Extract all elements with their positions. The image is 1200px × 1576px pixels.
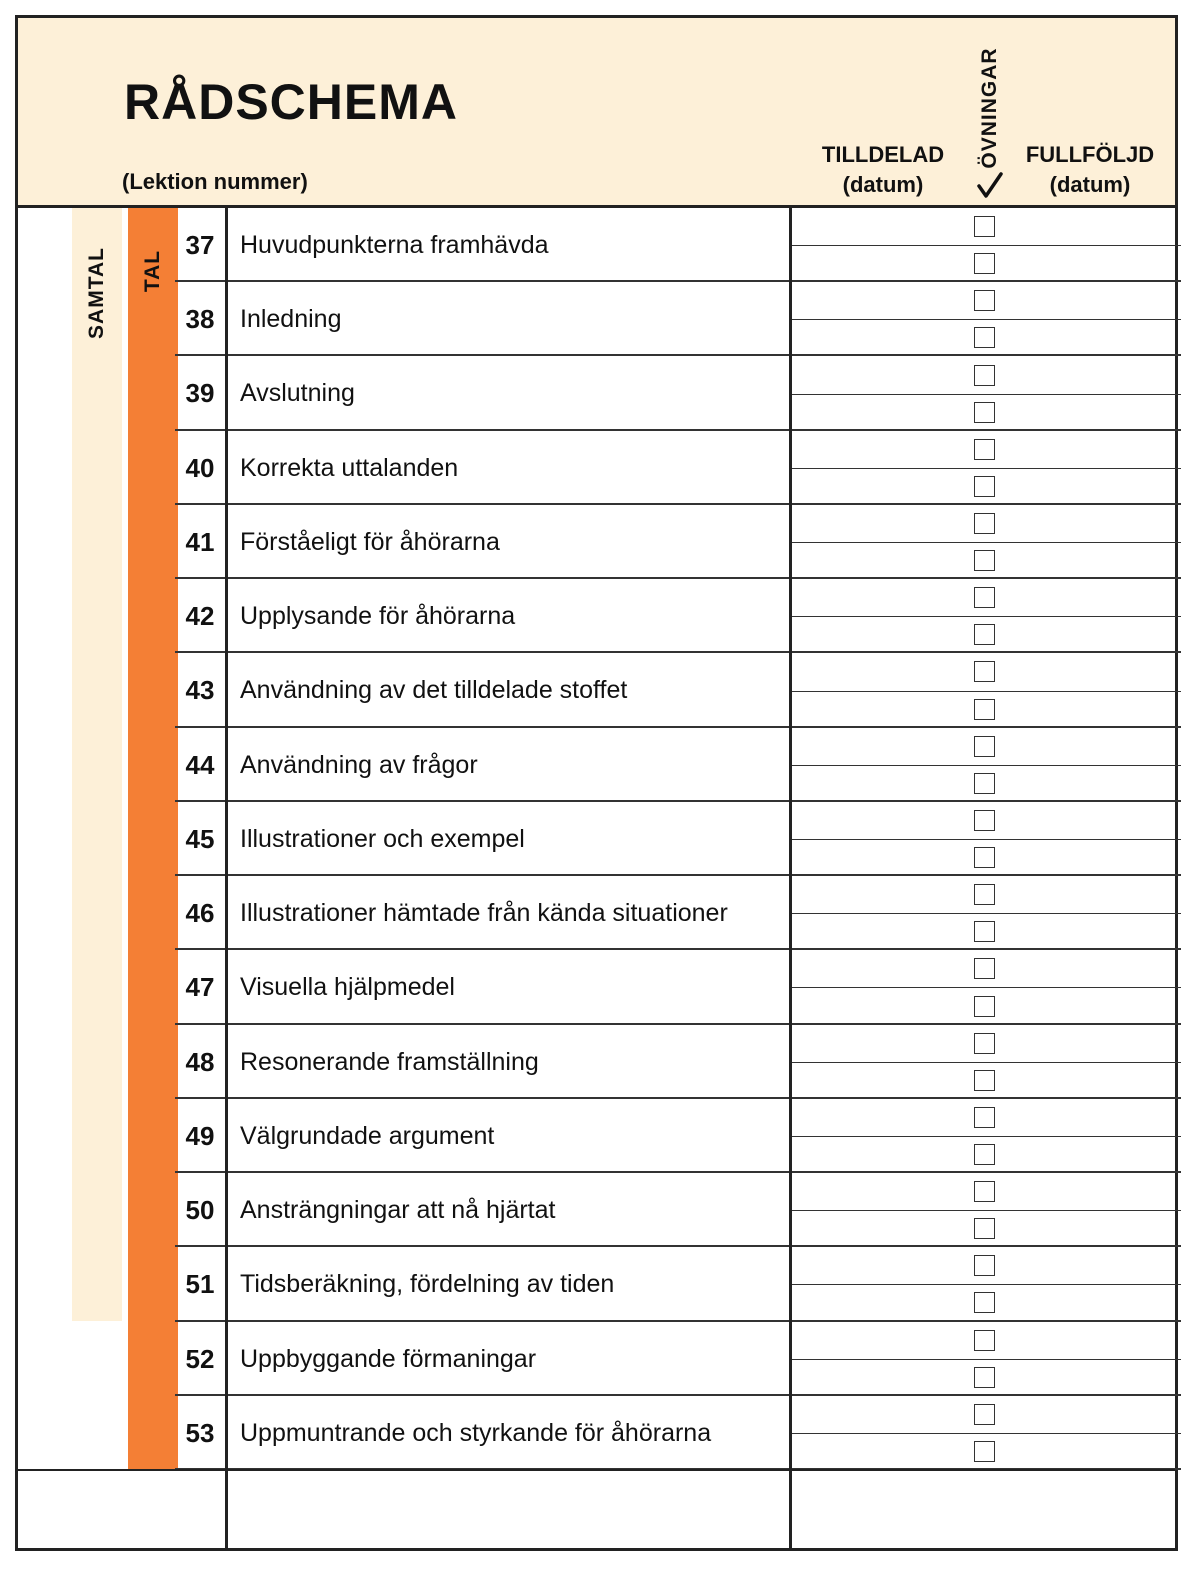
- row-half-divider: [791, 1062, 1181, 1063]
- exercise-checkbox[interactable]: [974, 1255, 995, 1276]
- row-half-divider: [791, 245, 1181, 246]
- assigned-date-header: [813, 140, 953, 200]
- exercise-checkbox[interactable]: [974, 439, 995, 460]
- lesson-row: [18, 1396, 1175, 1470]
- completed-date-header: [1020, 140, 1160, 200]
- checkmark-icon: [976, 170, 1004, 200]
- completed-date-title: FULLFÖLJD: [1025, 142, 1155, 167]
- lesson-row: [18, 208, 1175, 282]
- lesson-number: 37: [185, 230, 215, 260]
- lesson-row: [18, 1099, 1175, 1173]
- exercise-checkbox[interactable]: [974, 365, 995, 386]
- lesson-title: Avslutning: [240, 379, 355, 408]
- lesson-number: 45: [185, 823, 215, 854]
- assigned-date-subtitle: (datum): [842, 172, 924, 197]
- tal-label: TAL: [141, 249, 164, 293]
- exercise-checkbox[interactable]: [974, 216, 995, 237]
- lesson-title: Ansträngningar att nå hjärtat: [240, 1196, 556, 1225]
- exercises-label: ÖVNINGAR: [978, 47, 1001, 169]
- lesson-number: 38: [185, 304, 215, 335]
- lesson-number: 43: [185, 675, 215, 706]
- counsel-form: [15, 15, 1178, 1551]
- row-half-divider: [791, 1359, 1181, 1360]
- lesson-row: [18, 505, 1175, 579]
- lesson-title: Upplysande för åhörarna: [240, 602, 516, 631]
- exercise-checkbox[interactable]: [974, 1441, 995, 1462]
- row-half-divider: [791, 987, 1181, 988]
- exercise-checkbox[interactable]: [974, 587, 995, 608]
- row-half-divider: [791, 394, 1181, 395]
- exercise-checkbox[interactable]: [974, 327, 995, 348]
- row-half-divider: [791, 468, 1181, 469]
- lesson-title: Illustrationer och exempel: [240, 824, 525, 853]
- lesson-title: Välgrundade argument: [240, 1121, 495, 1150]
- exercise-checkbox[interactable]: [974, 290, 995, 311]
- exercise-checkbox[interactable]: [974, 550, 995, 571]
- lesson-number: 52: [185, 1343, 215, 1374]
- number-column-divider: [225, 208, 228, 1551]
- page-title: RÅDSCHEMA: [124, 74, 458, 130]
- row-half-divider: [791, 839, 1181, 840]
- exercise-checkbox[interactable]: [974, 847, 995, 868]
- exercise-checkbox[interactable]: [974, 1367, 995, 1388]
- row-half-divider: [791, 542, 1181, 543]
- exercise-checkbox[interactable]: [974, 1070, 995, 1091]
- lesson-number: 40: [185, 452, 215, 483]
- exercise-checkbox[interactable]: [974, 1404, 995, 1425]
- exercise-checkbox[interactable]: [974, 402, 995, 423]
- lesson-title: Resonerande framställning: [240, 1047, 539, 1076]
- lesson-row: [18, 431, 1175, 505]
- lesson-title: Uppmuntrande och styrkande för åhörarna: [240, 1418, 712, 1447]
- lesson-row: [18, 1025, 1175, 1099]
- lesson-number: 42: [185, 601, 215, 632]
- lesson-title: Förståeligt för åhörarna: [240, 527, 500, 556]
- completed-date-subtitle: (datum): [1049, 172, 1131, 197]
- lesson-title: Illustrationer hämtade från kända situationer: [240, 899, 728, 928]
- assigned-date-title: TILLDELAD: [821, 142, 945, 167]
- lesson-number: 53: [185, 1417, 215, 1448]
- exercise-checkbox[interactable]: [974, 810, 995, 831]
- lesson-row: [18, 1247, 1175, 1321]
- lesson-title: Korrekta uttalanden: [240, 453, 459, 482]
- exercise-checkbox[interactable]: [974, 1218, 995, 1239]
- lesson-number: 39: [185, 378, 215, 409]
- row-half-divider: [791, 913, 1181, 914]
- row-half-divider: [791, 1210, 1181, 1211]
- lesson-row: [18, 728, 1175, 802]
- lesson-row: [18, 802, 1175, 876]
- exercise-checkbox[interactable]: [974, 699, 995, 720]
- lesson-number: 41: [185, 526, 215, 557]
- lesson-row: [18, 579, 1175, 653]
- lesson-title: Huvudpunkterna framhävda: [240, 231, 549, 259]
- row-half-divider: [791, 1284, 1181, 1285]
- lesson-title: Användning av frågor: [240, 750, 478, 779]
- exercise-checkbox[interactable]: [974, 1292, 995, 1313]
- exercise-checkbox[interactable]: [974, 624, 995, 645]
- exercise-checkbox[interactable]: [974, 996, 995, 1017]
- lesson-row: [18, 282, 1175, 356]
- lesson-row: [18, 1173, 1175, 1247]
- exercise-checkbox[interactable]: [974, 476, 995, 497]
- lesson-number: 51: [185, 1269, 215, 1300]
- form-header: [18, 18, 1175, 208]
- exercise-checkbox[interactable]: [974, 958, 995, 979]
- exercise-checkbox[interactable]: [974, 513, 995, 534]
- lesson-number-label: (Lektion nummer): [122, 169, 308, 194]
- lesson-row: [18, 653, 1175, 727]
- row-half-divider: [791, 1433, 1181, 1434]
- lesson-number: 48: [185, 1046, 215, 1077]
- exercise-checkbox[interactable]: [974, 736, 995, 757]
- lesson-number: 50: [185, 1195, 215, 1226]
- exercise-checkbox[interactable]: [974, 1107, 995, 1128]
- row-half-divider: [791, 1136, 1181, 1137]
- lesson-row: [18, 1322, 1175, 1396]
- lesson-title: Inledning: [240, 305, 342, 334]
- exercise-checkbox[interactable]: [974, 1144, 995, 1165]
- lesson-number: 49: [185, 1120, 215, 1151]
- exercises-header: [973, 43, 1007, 173]
- form-column-divider: [789, 208, 792, 1551]
- lesson-number: 46: [185, 898, 215, 929]
- exercise-checkbox[interactable]: [974, 884, 995, 905]
- exercise-checkbox[interactable]: [974, 921, 995, 942]
- lesson-title: Användning av det tilldelade stoffet: [240, 676, 628, 705]
- lesson-number: 47: [185, 972, 215, 1003]
- lesson-title: Tidsberäkning, fördelning av tiden: [240, 1270, 615, 1299]
- lesson-number: 44: [185, 749, 215, 780]
- samtal-label: SAMTAL: [85, 247, 108, 339]
- exercise-checkbox[interactable]: [974, 253, 995, 274]
- lesson-row: [18, 356, 1175, 430]
- lesson-title: Uppbyggande förmaningar: [240, 1344, 537, 1373]
- row-half-divider: [791, 691, 1181, 692]
- exercise-checkbox[interactable]: [974, 1181, 995, 1202]
- exercise-checkbox[interactable]: [974, 773, 995, 794]
- exercise-checkbox[interactable]: [974, 1033, 995, 1054]
- row-half-divider: [791, 765, 1181, 766]
- lesson-list: [18, 208, 1175, 1470]
- exercise-checkbox[interactable]: [974, 661, 995, 682]
- lesson-row: [18, 950, 1175, 1024]
- lesson-title: Visuella hjälpmedel: [240, 973, 455, 1002]
- row-half-divider: [791, 319, 1181, 320]
- lesson-row: [18, 876, 1175, 950]
- row-half-divider: [791, 616, 1181, 617]
- table-bottom-line: [18, 1469, 1175, 1471]
- exercise-checkbox[interactable]: [974, 1330, 995, 1351]
